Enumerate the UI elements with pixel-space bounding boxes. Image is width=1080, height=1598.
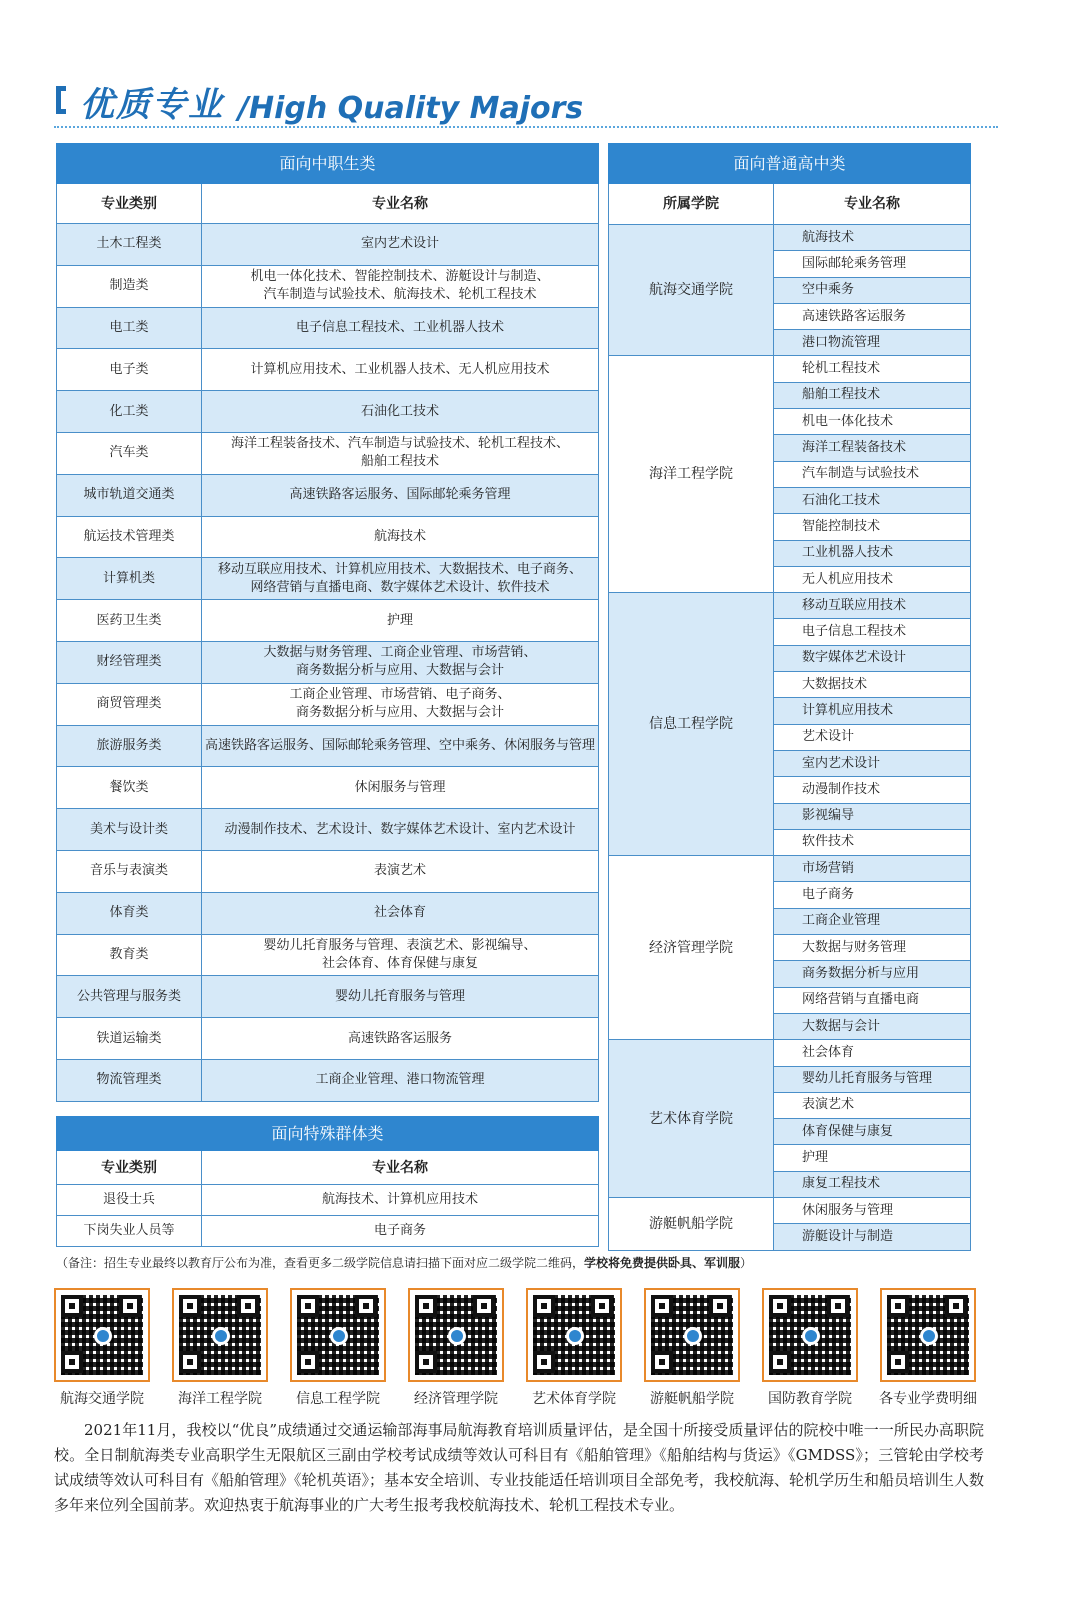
major-cell: 轮机工程技术	[774, 356, 971, 382]
major-cell: 空中乘务	[774, 277, 971, 303]
table-row	[57, 1216, 599, 1247]
majors-cell: 机电一体化技术、智能控制技术、游艇设计与制造、 汽车制造与试验技术、航海技术、轮机工程技术	[202, 265, 599, 307]
qr-label: 艺术体育学院	[532, 1391, 616, 1407]
major-cell: 动漫制作技术	[774, 777, 971, 803]
major-cell: 社会体育	[774, 1040, 971, 1066]
major-cell: 石油化工技术	[774, 487, 971, 513]
note-end: ）	[740, 1256, 753, 1270]
col-header-category: 专业类别	[57, 1151, 202, 1185]
table-row	[57, 600, 599, 642]
qr-finder-icon	[827, 1295, 849, 1317]
qr-pattern	[533, 1295, 615, 1375]
major-cell: 商务数据分析与应用	[774, 961, 971, 987]
table-row	[57, 349, 599, 391]
table-row	[57, 934, 599, 976]
qr-code-row	[50, 1288, 990, 1410]
category-cell: 土木工程类	[57, 224, 202, 266]
vocational-header-row	[57, 184, 599, 224]
major-cell: 护理	[774, 1145, 971, 1171]
col-header-major: 专业名称	[202, 184, 599, 224]
majors-cell: 电子信息工程技术、工业机器人技术	[202, 307, 599, 349]
qr-label: 海洋工程学院	[178, 1391, 262, 1407]
special-caption-row	[57, 1117, 599, 1151]
college-cell: 信息工程学院	[609, 593, 774, 856]
major-cell: 休闲服务与管理	[774, 1197, 971, 1223]
qr-code[interactable]	[290, 1288, 386, 1382]
qr-code[interactable]	[526, 1288, 622, 1382]
qr-finder-icon	[355, 1295, 377, 1317]
majors-cell: 工商企业管理、市场营销、电子商务、 商务数据分析与应用、大数据与会计	[202, 683, 599, 725]
qr-finder-icon	[415, 1351, 437, 1373]
qr-finder-icon	[709, 1295, 731, 1317]
majors-cell: 航海技术	[202, 516, 599, 558]
table-row	[57, 976, 599, 1018]
major-cell: 影视编导	[774, 803, 971, 829]
category-cell: 商贸管理类	[57, 683, 202, 725]
category-cell: 铁道运输类	[57, 1018, 202, 1060]
category-cell: 音乐与表演类	[57, 850, 202, 892]
majors-cell: 护理	[202, 600, 599, 642]
vocational-caption: 面向中职生类	[57, 144, 599, 184]
major-cell: 机电一体化技术	[774, 409, 971, 435]
qr-label: 航海交通学院	[60, 1391, 144, 1407]
qr-code[interactable]	[54, 1288, 150, 1382]
major-cell: 移动互联应用技术	[774, 593, 971, 619]
table-row	[609, 356, 971, 382]
majors-cell: 社会体育	[202, 892, 599, 934]
major-cell: 电子信息工程技术	[774, 619, 971, 645]
table-row	[609, 1040, 971, 1066]
college-logo-icon	[212, 1327, 230, 1345]
major-cell: 软件技术	[774, 829, 971, 855]
category-cell: 电子类	[57, 349, 202, 391]
note-text: （备注：招生专业最终以教育厅公布为准，查看更多二级学院信息请扫描下面对应二级学院二维码，	[56, 1256, 585, 1270]
table-row	[57, 725, 599, 767]
qr-code[interactable]	[644, 1288, 740, 1382]
qr-finder-icon	[179, 1295, 201, 1317]
college-cell: 经济管理学院	[609, 856, 774, 1040]
major-cell: 汽车制造与试验技术	[774, 461, 971, 487]
qr-finder-icon	[651, 1351, 673, 1373]
major-cell: 康复工程技术	[774, 1171, 971, 1197]
college-logo-icon	[94, 1327, 112, 1345]
col-header-category: 专业类别	[57, 184, 202, 224]
table-row	[57, 474, 599, 516]
bracket-decoration	[56, 86, 66, 114]
title-en: /High Quality Majors	[238, 91, 584, 126]
category-cell: 公共管理与服务类	[57, 976, 202, 1018]
qr-finder-icon	[473, 1295, 495, 1317]
table-row	[57, 391, 599, 433]
highschool-caption: 面向普通高中类	[609, 144, 971, 184]
major-cell: 电子商务	[774, 882, 971, 908]
highschool-caption-row	[609, 144, 971, 184]
qr-finder-icon	[945, 1295, 967, 1317]
qr-label: 各专业学费明细	[879, 1391, 977, 1407]
major-cell: 大数据与会计	[774, 1013, 971, 1039]
table-row	[57, 683, 599, 725]
category-cell: 餐饮类	[57, 767, 202, 809]
table-row	[57, 892, 599, 934]
major-cell: 计算机应用技术	[774, 698, 971, 724]
qr-finder-icon	[61, 1351, 83, 1373]
category-cell: 航运技术管理类	[57, 516, 202, 558]
category-cell: 教育类	[57, 934, 202, 976]
category-cell: 退役士兵	[57, 1185, 202, 1216]
college-logo-icon	[448, 1327, 466, 1345]
majors-cell: 高速铁路客运服务、国际邮轮乘务管理、空中乘务、休闲服务与管理	[202, 725, 599, 767]
table-row	[609, 1197, 971, 1223]
note	[56, 1254, 1016, 1271]
qr-pattern	[769, 1295, 851, 1375]
majors-cell: 石油化工技术	[202, 391, 599, 433]
majors-cell: 婴幼儿托育服务与管理、表演艺术、影视编导、 社会体育、体育保健与康复	[202, 934, 599, 976]
category-cell: 下岗失业人员等	[57, 1216, 202, 1247]
major-cell: 市场营销	[774, 856, 971, 882]
table-row	[57, 224, 599, 266]
qr-label: 信息工程学院	[296, 1391, 380, 1407]
major-cell: 国际邮轮乘务管理	[774, 251, 971, 277]
qr-pattern	[651, 1295, 733, 1375]
qr-finder-icon	[415, 1295, 437, 1317]
qr-finder-icon	[237, 1295, 259, 1317]
college-cell: 游艇帆船学院	[609, 1197, 774, 1250]
table-row	[57, 1059, 599, 1101]
special-header-row	[57, 1151, 599, 1185]
table-row	[57, 850, 599, 892]
category-cell: 财经管理类	[57, 641, 202, 683]
majors-cell: 动漫制作技术、艺术设计、数字媒体艺术设计、室内艺术设计	[202, 809, 599, 851]
qr-finder-icon	[533, 1295, 555, 1317]
table-row	[57, 432, 599, 474]
major-cell: 数字媒体艺术设计	[774, 645, 971, 671]
college-logo-icon	[566, 1327, 584, 1345]
qr-label: 游艇帆船学院	[650, 1391, 734, 1407]
vocational-table	[56, 143, 599, 1102]
col-header-major: 专业名称	[202, 1151, 599, 1185]
major-cell: 表演艺术	[774, 1092, 971, 1118]
majors-cell: 高速铁路客运服务、国际邮轮乘务管理	[202, 474, 599, 516]
special-table	[56, 1116, 599, 1247]
majors-cell: 电子商务	[202, 1216, 599, 1247]
table-row	[609, 856, 971, 882]
table-row	[609, 593, 971, 619]
qr-code[interactable]	[880, 1288, 976, 1382]
category-cell: 体育类	[57, 892, 202, 934]
major-cell: 港口物流管理	[774, 330, 971, 356]
majors-cell: 海洋工程装备技术、汽车制造与试验技术、轮机工程技术、 船舶工程技术	[202, 432, 599, 474]
major-cell: 大数据与财务管理	[774, 935, 971, 961]
table-row	[57, 265, 599, 307]
majors-cell: 工商企业管理、港口物流管理	[202, 1059, 599, 1101]
dotted-divider	[54, 126, 998, 128]
category-cell: 制造类	[57, 265, 202, 307]
qr-finder-icon	[651, 1295, 673, 1317]
major-cell: 艺术设计	[774, 724, 971, 750]
major-cell: 无人机应用技术	[774, 566, 971, 592]
col-header-college: 所属学院	[609, 184, 774, 225]
highschool-table	[608, 143, 971, 1251]
college-logo-icon	[684, 1327, 702, 1345]
majors-cell: 航海技术、计算机应用技术	[202, 1185, 599, 1216]
table-row	[57, 641, 599, 683]
major-cell: 高速铁路客运服务	[774, 303, 971, 329]
major-cell: 船舶工程技术	[774, 382, 971, 408]
major-cell: 体育保健与康复	[774, 1119, 971, 1145]
qr-finder-icon	[533, 1351, 555, 1373]
college-logo-icon	[330, 1327, 348, 1345]
note-bold: 学校将免费提供卧具、军训服	[584, 1256, 741, 1270]
major-cell: 海洋工程装备技术	[774, 435, 971, 461]
major-cell: 大数据技术	[774, 672, 971, 698]
category-cell: 汽车类	[57, 432, 202, 474]
qr-finder-icon	[591, 1295, 613, 1317]
qr-finder-icon	[887, 1295, 909, 1317]
qr-code[interactable]	[762, 1288, 858, 1382]
category-cell: 电工类	[57, 307, 202, 349]
qr-finder-icon	[297, 1351, 319, 1373]
table-row	[57, 767, 599, 809]
table-row	[609, 225, 971, 251]
major-cell: 室内艺术设计	[774, 750, 971, 776]
college-cell: 航海交通学院	[609, 225, 774, 356]
category-cell: 城市轨道交通类	[57, 474, 202, 516]
major-cell: 工业机器人技术	[774, 540, 971, 566]
qr-finder-icon	[297, 1295, 319, 1317]
section-header	[56, 74, 996, 126]
qr-finder-icon	[887, 1351, 909, 1373]
majors-cell: 休闲服务与管理	[202, 767, 599, 809]
highschool-header-row	[609, 184, 971, 225]
qr-pattern	[179, 1295, 261, 1375]
qr-code[interactable]	[408, 1288, 504, 1382]
intro-paragraph: 2021年11月，我校以“优良”成绩通过交通运输部海事局航海教育培训质量评估，是全国十所接受质量评估的院校中唯一一所民办高职院校。全日制航海类专业高职学生无限航区三副由学校考试成绩等效认可科目有《船舶管理》《船舶结构与货运》《GMDSS》；三管轮由学校考试成绩等效认可科目有《船舶管理》《轮机英语》；基本安全培训、专业技能适任培训项目全部免考，我校航海、轮机学历生和船员培训生人数多年来位列全国前茅。欢迎热衷于航海事业的广大考生报考我校航海技术、轮机工程技术专业。	[54, 1421, 985, 1514]
category-cell: 计算机类	[57, 558, 202, 600]
title-cn: 优质专业	[80, 85, 224, 125]
college-logo-icon	[802, 1327, 820, 1345]
college-logo-icon	[920, 1327, 938, 1345]
major-cell: 工商企业管理	[774, 908, 971, 934]
majors-cell: 高速铁路客运服务	[202, 1018, 599, 1060]
category-cell: 美术与设计类	[57, 809, 202, 851]
qr-finder-icon	[119, 1295, 141, 1317]
qr-code[interactable]	[172, 1288, 268, 1382]
majors-cell: 表演艺术	[202, 850, 599, 892]
college-cell: 海洋工程学院	[609, 356, 774, 593]
qr-finder-icon	[61, 1295, 83, 1317]
vocational-caption-row	[57, 144, 599, 184]
college-cell: 艺术体育学院	[609, 1040, 774, 1198]
qr-pattern	[415, 1295, 497, 1375]
table-row	[57, 809, 599, 851]
qr-finder-icon	[769, 1295, 791, 1317]
majors-cell: 大数据与财务管理、工商企业管理、市场营销、 商务数据分析与应用、大数据与会计	[202, 641, 599, 683]
qr-pattern	[61, 1295, 143, 1375]
category-cell: 物流管理类	[57, 1059, 202, 1101]
qr-pattern	[297, 1295, 379, 1375]
category-cell: 化工类	[57, 391, 202, 433]
category-cell: 旅游服务类	[57, 725, 202, 767]
major-cell: 智能控制技术	[774, 514, 971, 540]
table-row	[57, 307, 599, 349]
majors-cell: 移动互联应用技术、计算机应用技术、大数据技术、电子商务、 网络营销与直播电商、数字媒体艺术设计、软件技术	[202, 558, 599, 600]
table-row	[57, 558, 599, 600]
majors-cell: 婴幼儿托育服务与管理	[202, 976, 599, 1018]
majors-cell: 计算机应用技术、工业机器人技术、无人机应用技术	[202, 349, 599, 391]
col-header-major: 专业名称	[774, 184, 971, 225]
qr-finder-icon	[769, 1351, 791, 1373]
qr-finder-icon	[179, 1351, 201, 1373]
major-cell: 游艇设计与制造	[774, 1224, 971, 1250]
qr-pattern	[887, 1295, 969, 1375]
major-cell: 航海技术	[774, 225, 971, 251]
major-cell: 网络营销与直播电商	[774, 987, 971, 1013]
major-cell: 婴幼儿托育服务与管理	[774, 1066, 971, 1092]
special-caption: 面向特殊群体类	[57, 1117, 599, 1151]
table-row	[57, 516, 599, 558]
table-row	[57, 1185, 599, 1216]
majors-cell: 室内艺术设计	[202, 224, 599, 266]
table-row	[57, 1018, 599, 1060]
qr-label: 经济管理学院	[414, 1391, 498, 1407]
category-cell: 医药卫生类	[57, 600, 202, 642]
qr-label: 国防教育学院	[768, 1391, 852, 1407]
